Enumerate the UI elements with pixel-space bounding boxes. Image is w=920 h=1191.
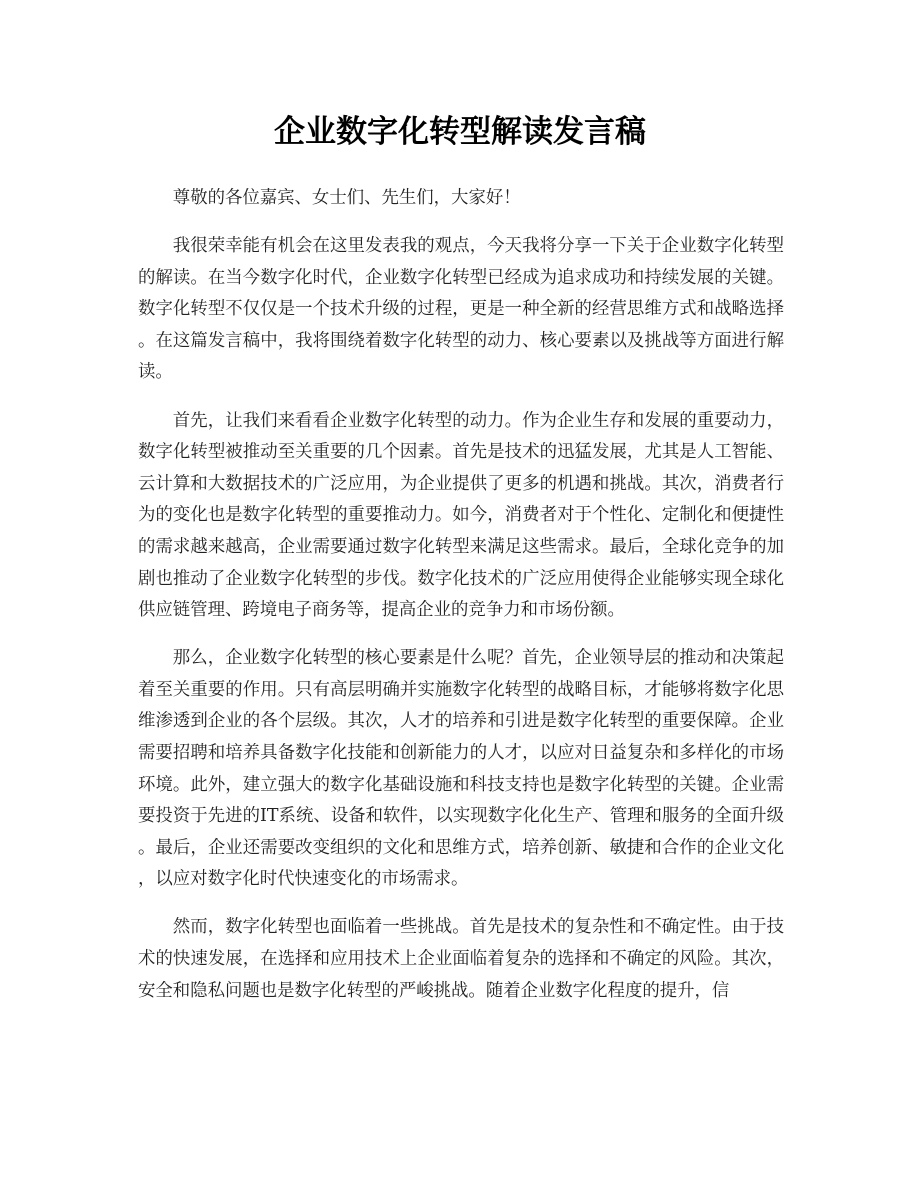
document-title: 企业数字化转型解读发言稿 (274, 114, 646, 150)
paragraph-challenges: 然而，数字化转型也面临着一些挑战。首先是技术的复杂性和不确定性。由于技术的快速发展，在选择和应用技术上企业面临着复杂的选择和不确定的风险。其次，安全和隐私问题也是数字化转型的严峻挑战。随着企业数字化程度的提升，信 (138, 917, 784, 1001)
paragraph-introduction: 我很荣幸能有机会在这里发表我的观点，今天我将分享一下关于企业数字化转型的解读。在当今数字化时代，企业数字化转型已经成为追求成功和持续发展的关键。数字化转型不仅仅是一个技术升级的过程，更是一种全新的经营思维方式和战略选择。在这篇发言稿中，我将围绕着数字化转型的动力、核心要素以及挑战等方面进行解读。 (138, 236, 784, 383)
paragraph-drivers: 首先，让我们来看看企业数字化转型的动力。作为企业生存和发展的重要动力，数字化转型被推动至关重要的几个因素。首先是技术的迅猛发展，尤其是人工智能、云计算和大数据技术的广泛应用，为企业提供了更多的机遇和挑战。其次，消费者行为的变化也是数字化转型的重要推动力。如今，消费者对于个性化、定制化和便捷性的需求越来越高，企业需要通过数字化转型来满足这些需求。最后，全球化竞争的加剧也推动了企业数字化转型的步伐。数字化技术的广泛应用使得企业能够实现全球化供应链管理、跨境电子商务等，提高企业的竞争力和市场份额。 (138, 410, 784, 621)
paragraph-core-elements: 那么，企业数字化转型的核心要素是什么呢？首先，企业领导层的推动和决策起着至关重要的作用。只有高层明确并实施数字化转型的战略目标，才能够将数字化思维渗透到企业的各个层级。其次，人才的培养和引进是数字化转型的重要保障。企业需要招聘和培养具备数字化技能和创新能力的人才，以应对日益复杂和多样化的市场环境。此外，建立强大的数字化基础设施和科技支持也是数字化转型的关键。企业需要投资于先进的IT系统、设备和软件，以实现数字化化生产、管理和服务的全面升级。最后，企业还需要改变组织的文化和思维方式，培养创新、敏捷和合作的企业文化，以应对数字化时代快速变化的市场需求。 (138, 648, 784, 890)
document-body (138, 183, 784, 1024)
paragraph-greeting: 尊敬的各位嘉宾、女士们、先生们，大家好！ (172, 188, 521, 208)
